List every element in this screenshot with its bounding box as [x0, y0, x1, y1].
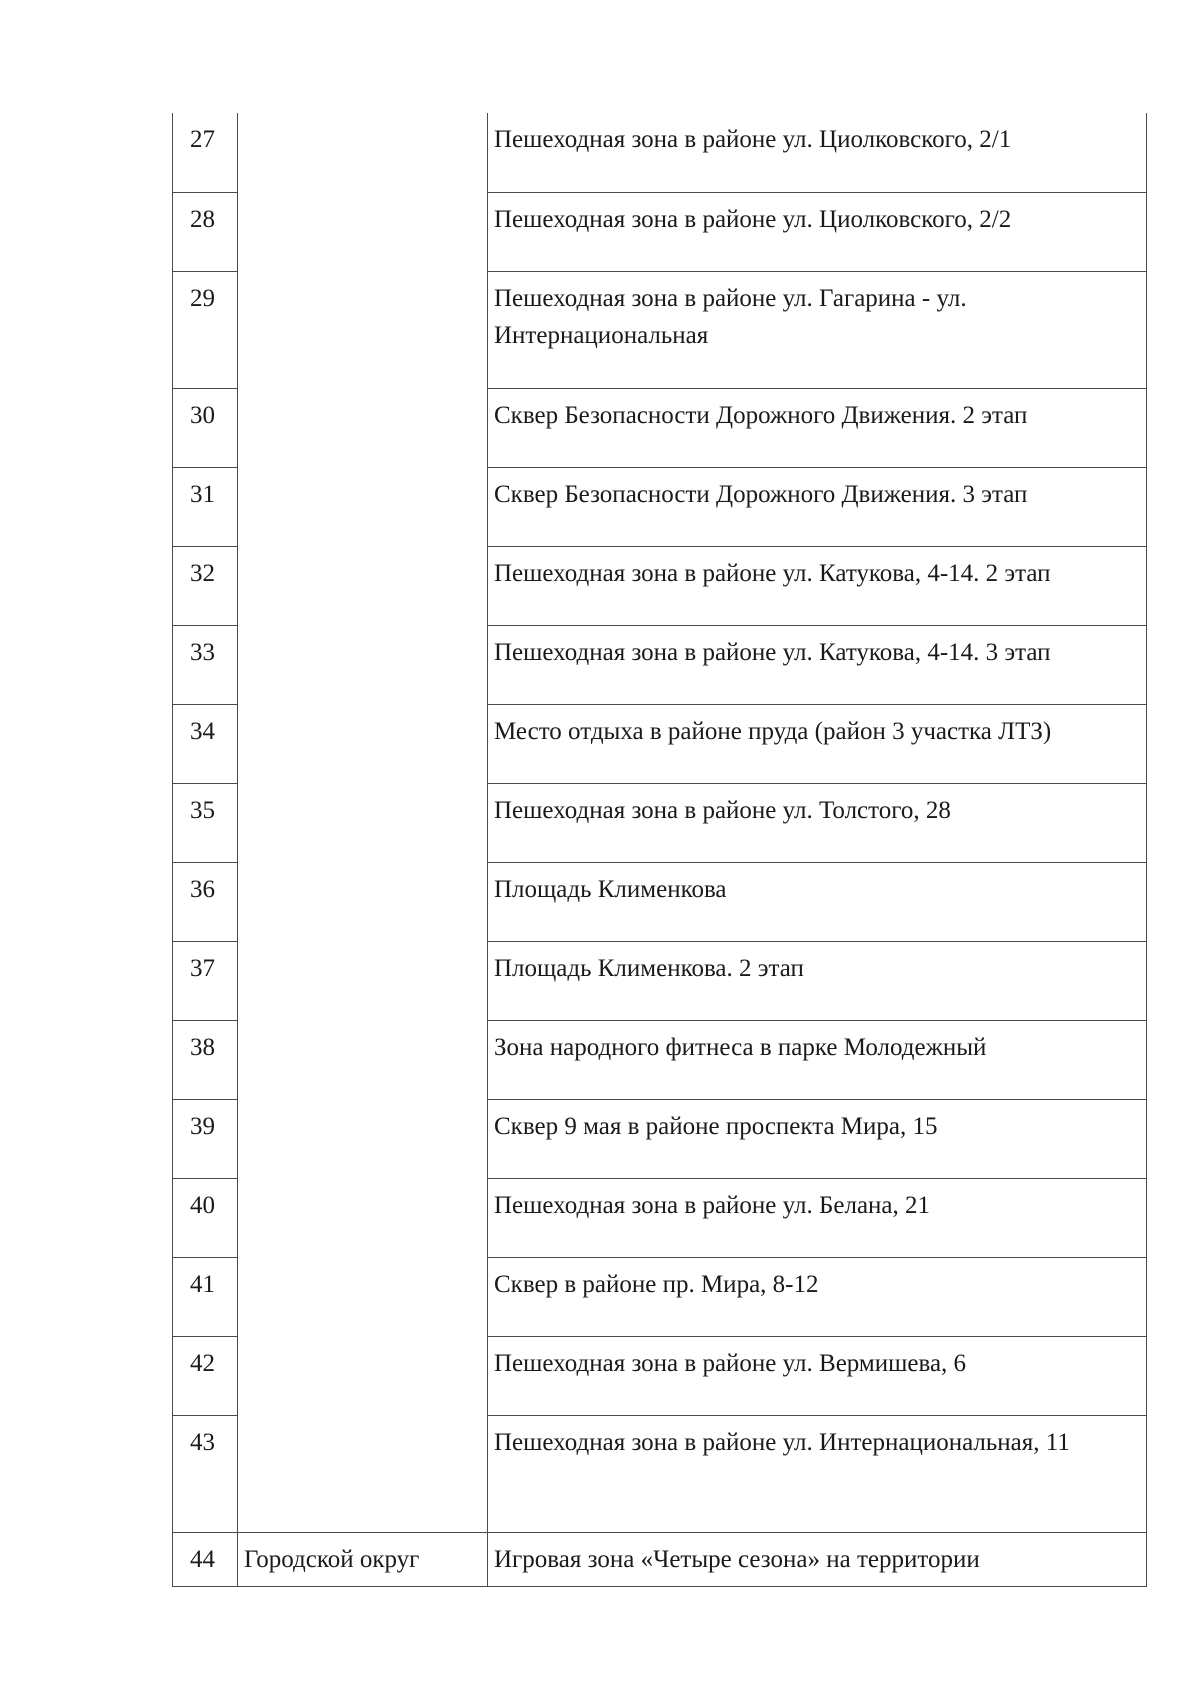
object-name-cell: Пешеходная зона в районе ул. Циолковского, 2/2 — [488, 192, 1147, 271]
row-number-cell: 32 — [173, 546, 238, 625]
row-number-cell: 38 — [173, 1020, 238, 1099]
object-name-cell: Пешеходная зона в районе ул. Катукова, 4-14. 3 этап — [488, 625, 1147, 704]
row-number-cell: 29 — [173, 271, 238, 388]
table-row — [173, 1532, 1147, 1586]
row-number-cell: 40 — [173, 1178, 238, 1257]
row-number-cell: 41 — [173, 1257, 238, 1336]
object-name-cell: Пешеходная зона в районе ул. Гагарина - ул. Интернациональная — [488, 271, 1147, 388]
row-number-cell: 37 — [173, 941, 238, 1020]
object-name-cell: Пешеходная зона в районе ул. Белана, 21 — [488, 1178, 1147, 1257]
object-name-cell: Пешеходная зона в районе ул. Циолковского, 2/1 — [488, 113, 1147, 192]
object-name-cell: Зона народного фитнеса в парке Молодежный — [488, 1020, 1147, 1099]
object-name-cell: Пешеходная зона в районе ул. Вермишева, 6 — [488, 1336, 1147, 1415]
object-name-cell: Сквер 9 мая в районе проспекта Мира, 15 — [488, 1099, 1147, 1178]
row-number-cell: 33 — [173, 625, 238, 704]
location-cell: Городской округ — [238, 1532, 488, 1586]
object-name-cell: Площадь Клименкова — [488, 862, 1147, 941]
row-number-cell: 30 — [173, 388, 238, 467]
row-number-cell: 36 — [173, 862, 238, 941]
table-row — [173, 113, 1147, 192]
row-number-cell: 35 — [173, 783, 238, 862]
row-number-cell: 43 — [173, 1415, 238, 1532]
object-name-cell: Пешеходная зона в районе ул. Толстого, 28 — [488, 783, 1147, 862]
object-name-cell: Пешеходная зона в районе ул. Интернациональная, 11 — [488, 1415, 1147, 1532]
row-number-cell: 44 — [173, 1532, 238, 1586]
row-number-cell: 39 — [173, 1099, 238, 1178]
row-number-cell: 27 — [173, 113, 238, 192]
row-number-cell: 34 — [173, 704, 238, 783]
object-name-cell: Сквер в районе пр. Мира, 8-12 — [488, 1257, 1147, 1336]
object-name-cell: Игровая зона «Четыре сезона» на территории — [488, 1532, 1147, 1586]
object-name-cell: Сквер Безопасности Дорожного Движения. 3 этап — [488, 467, 1147, 546]
row-number-cell: 42 — [173, 1336, 238, 1415]
row-number-cell: 31 — [173, 467, 238, 546]
location-merged-cell — [238, 113, 488, 1532]
object-name-cell: Пешеходная зона в районе ул. Катукова, 4-14. 2 этап — [488, 546, 1147, 625]
row-number-cell: 28 — [173, 192, 238, 271]
object-name-cell: Место отдыха в районе пруда (район 3 участка ЛТЗ) — [488, 704, 1147, 783]
object-name-cell: Сквер Безопасности Дорожного Движения. 2 этап — [488, 388, 1147, 467]
object-name-cell: Площадь Клименкова. 2 этап — [488, 941, 1147, 1020]
objects-table — [172, 113, 1147, 1587]
